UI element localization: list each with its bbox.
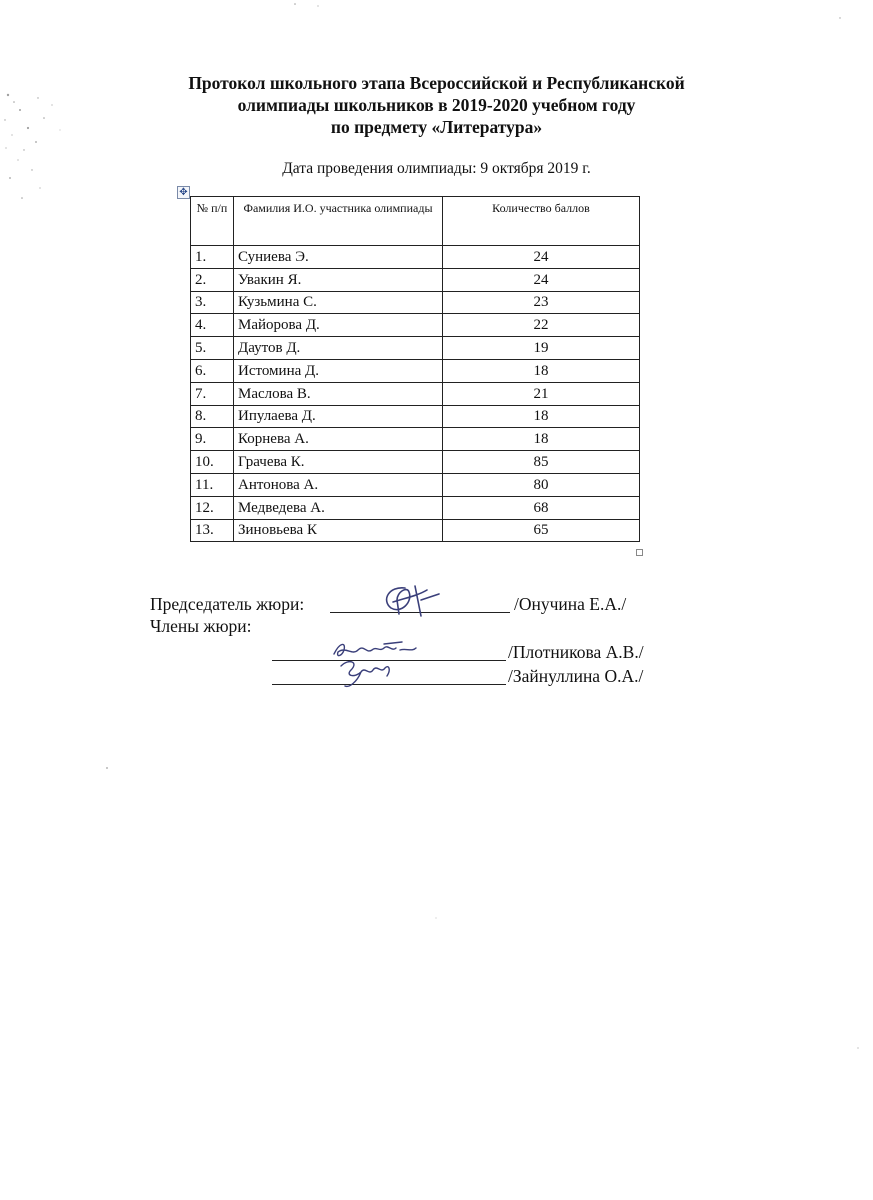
chair-label: Председатель жюри: <box>150 594 305 614</box>
table-row <box>191 451 640 474</box>
row-score: 18 <box>443 359 640 382</box>
row-score: 24 <box>443 246 640 269</box>
row-number: 13. <box>191 519 234 542</box>
row-name: Суниева Э. <box>234 246 443 269</box>
row-number: 12. <box>191 496 234 519</box>
row-score: 85 <box>443 451 640 474</box>
results-table <box>190 196 640 542</box>
row-number: 6. <box>191 359 234 382</box>
row-score: 22 <box>443 314 640 337</box>
row-name: Истомина Д. <box>234 359 443 382</box>
table-row <box>191 405 640 428</box>
member-2-name: /Зайнуллина О.А./ <box>508 666 644 686</box>
table-row <box>191 473 640 496</box>
row-name: Кузьмина С. <box>234 291 443 314</box>
row-name: Ипулаева Д. <box>234 405 443 428</box>
row-score: 24 <box>443 268 640 291</box>
row-number: 9. <box>191 428 234 451</box>
table-resize-icon[interactable] <box>636 549 643 556</box>
members-label: Члены жюри: <box>150 616 252 636</box>
row-name: Зиновьева К <box>234 519 443 542</box>
row-name: Медведева А. <box>234 496 443 519</box>
title-line-2: олимпиады школьников в 2019-2020 учебном году <box>237 95 636 115</box>
row-name: Увакин Я. <box>234 268 443 291</box>
document-title <box>100 72 773 138</box>
row-number: 5. <box>191 337 234 360</box>
row-score: 18 <box>443 428 640 451</box>
row-number: 4. <box>191 314 234 337</box>
table-row <box>191 337 640 360</box>
table-row <box>191 359 640 382</box>
row-number: 2. <box>191 268 234 291</box>
row-score: 19 <box>443 337 640 360</box>
row-score: 18 <box>443 405 640 428</box>
table-row <box>191 246 640 269</box>
table-header-row <box>191 197 640 246</box>
table-move-icon[interactable]: ✥ <box>177 186 190 199</box>
table-row <box>191 519 640 542</box>
row-number: 3. <box>191 291 234 314</box>
header-number: № п/п <box>191 197 234 246</box>
row-number: 7. <box>191 382 234 405</box>
row-number: 10. <box>191 451 234 474</box>
row-name: Антонова А. <box>234 473 443 496</box>
header-name: Фамилия И.О. участника олимпиады <box>234 197 443 246</box>
row-number: 11. <box>191 473 234 496</box>
row-score: 68 <box>443 496 640 519</box>
row-name: Корнева А. <box>234 428 443 451</box>
row-number: 8. <box>191 405 234 428</box>
member-2-signature <box>335 656 395 690</box>
row-name: Маслова В. <box>234 382 443 405</box>
row-score: 65 <box>443 519 640 542</box>
row-score: 23 <box>443 291 640 314</box>
chair-signature <box>375 578 445 620</box>
title-line-1: Протокол школьного этапа Всероссийской и Республиканской <box>188 73 685 93</box>
table-row <box>191 314 640 337</box>
header-score: Количество баллов <box>443 197 640 246</box>
table-row <box>191 291 640 314</box>
table-row <box>191 268 640 291</box>
row-name: Грачева К. <box>234 451 443 474</box>
date-line: Дата проведения олимпиады: 9 октября 2019 г. <box>282 160 591 177</box>
table-row <box>191 382 640 405</box>
row-score: 21 <box>443 382 640 405</box>
table-row <box>191 428 640 451</box>
row-number: 1. <box>191 246 234 269</box>
table-row <box>191 496 640 519</box>
row-name: Майорова Д. <box>234 314 443 337</box>
title-line-3: по предмету «Литература» <box>330 117 543 137</box>
row-name: Даутов Д. <box>234 337 443 360</box>
row-score: 80 <box>443 473 640 496</box>
chair-name: /Онучина Е.А./ <box>514 594 627 614</box>
member-1-name: /Плотникова А.В./ <box>508 642 644 662</box>
